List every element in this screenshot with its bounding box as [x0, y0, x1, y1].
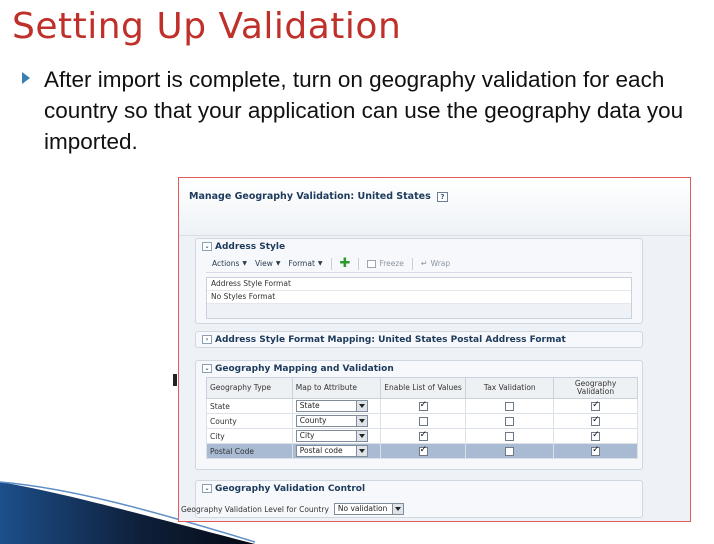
chevron-down-icon: ▼	[275, 260, 281, 267]
address-style-heading-text: Address Style	[215, 242, 286, 252]
freeze-label: Freeze	[379, 259, 404, 268]
collapse-icon[interactable]: ⌄	[202, 484, 212, 493]
geography-validation-checkbox[interactable]	[591, 432, 600, 441]
format-label: Format	[288, 259, 315, 268]
map-attribute-select[interactable]	[296, 400, 368, 412]
toolbar-divider	[358, 258, 359, 270]
chevron-down-icon	[392, 504, 403, 514]
validation-control-heading-text: Geography Validation Control	[215, 484, 366, 494]
list-item[interactable]: Address Style Format	[207, 278, 631, 291]
bullet-arrow-icon	[22, 72, 30, 84]
view-label: View	[255, 259, 273, 268]
mapping-validation-heading-text: Geography Mapping and Validation	[215, 364, 394, 374]
chevron-down-icon	[356, 401, 367, 411]
tax-validation-checkbox[interactable]	[505, 432, 514, 441]
mapping-table	[206, 377, 638, 459]
app-screenshot	[178, 177, 691, 522]
column-header[interactable]: Map to Attribute	[292, 378, 380, 399]
wrap-icon: ↵	[420, 259, 428, 268]
slide-title: Setting Up Validation	[12, 6, 402, 47]
column-header[interactable]: Geography Type	[207, 378, 293, 399]
geography-validation-cell	[554, 414, 638, 429]
list-item[interactable]: No Styles Format	[207, 291, 631, 304]
list-of-values-checkbox[interactable]	[419, 447, 428, 456]
chevron-down-icon	[356, 416, 367, 426]
geography-validation-cell	[554, 399, 638, 414]
help-icon[interactable]: ?	[437, 192, 448, 202]
table-row[interactable]	[207, 399, 638, 414]
map-attribute-cell	[292, 399, 380, 414]
wrap-label: Wrap	[430, 259, 451, 268]
validation-level-row	[181, 503, 404, 515]
chevron-down-icon	[356, 446, 367, 456]
validation-level-value: No validation	[337, 504, 388, 513]
validation-control-heading[interactable]	[196, 481, 642, 497]
format-menu[interactable]	[288, 259, 322, 268]
tax-validation-checkbox[interactable]	[505, 447, 514, 456]
view-menu[interactable]	[255, 259, 280, 268]
map-attribute-cell	[292, 444, 380, 459]
geography-type-cell: State	[207, 399, 293, 414]
map-attribute-select[interactable]	[296, 430, 368, 442]
table-row[interactable]	[207, 444, 638, 459]
bullet-point	[22, 64, 712, 157]
geography-validation-checkbox[interactable]	[591, 402, 600, 411]
collapse-icon[interactable]: ⌄	[202, 364, 212, 373]
page-header	[179, 178, 690, 236]
list-of-values-checkbox[interactable]	[419, 402, 428, 411]
wrap-button[interactable]	[421, 259, 450, 268]
list-of-values-cell	[380, 414, 466, 429]
address-style-panel	[195, 238, 643, 324]
map-attribute-cell	[292, 429, 380, 444]
page-title-text: Manage Geography Validation: United States	[189, 191, 431, 202]
column-header[interactable]: Tax Validation	[466, 378, 554, 399]
chevron-down-icon	[356, 431, 367, 441]
mapping-validation-panel	[195, 360, 643, 470]
freeze-button[interactable]	[367, 259, 403, 268]
address-style-list	[206, 277, 632, 319]
expand-icon[interactable]: ›	[202, 335, 212, 344]
toolbar-divider	[331, 258, 332, 270]
format-mapping-panel	[195, 331, 643, 348]
page-title	[189, 191, 448, 202]
column-header[interactable]: Geography Validation	[554, 378, 638, 399]
table-toolbar	[206, 255, 632, 273]
table-row[interactable]	[207, 414, 638, 429]
validation-level-label: Geography Validation Level for Country	[181, 504, 329, 514]
map-attribute-select[interactable]	[296, 445, 368, 457]
validation-level-select[interactable]	[334, 503, 404, 515]
edge-marker	[173, 374, 177, 386]
bullet-text: After import is complete, turn on geography validation for each country so that your application can use the geography data you imported.	[44, 67, 684, 154]
geography-validation-checkbox[interactable]	[591, 447, 600, 456]
address-style-heading[interactable]	[196, 239, 642, 255]
map-attribute-cell	[292, 414, 380, 429]
geography-validation-cell	[554, 444, 638, 459]
map-attribute-value: County	[299, 416, 327, 425]
toolbar-divider	[412, 258, 413, 270]
geography-validation-cell	[554, 429, 638, 444]
list-filler	[207, 304, 631, 318]
map-attribute-value: City	[299, 431, 315, 440]
add-row-button[interactable]: ✚	[339, 255, 351, 271]
collapse-icon[interactable]: ⌄	[202, 242, 212, 251]
mapping-validation-heading[interactable]	[196, 361, 642, 377]
tax-validation-cell	[466, 414, 554, 429]
tax-validation-cell	[466, 399, 554, 414]
tax-validation-checkbox[interactable]	[505, 402, 514, 411]
format-mapping-heading-text: Address Style Format Mapping: United States Postal Address Format	[215, 335, 566, 345]
geography-type-cell: County	[207, 414, 293, 429]
actions-menu[interactable]	[212, 259, 247, 268]
tax-validation-cell	[466, 444, 554, 459]
table-row[interactable]	[207, 429, 638, 444]
list-of-values-checkbox[interactable]	[419, 432, 428, 441]
geography-type-cell: Postal Code	[207, 444, 293, 459]
map-attribute-value: State	[299, 401, 320, 410]
list-of-values-cell	[380, 429, 466, 444]
tax-validation-cell	[466, 429, 554, 444]
list-of-values-cell	[380, 399, 466, 414]
list-of-values-cell	[380, 444, 466, 459]
list-of-values-checkbox[interactable]	[419, 417, 428, 426]
table-header-row	[207, 378, 638, 399]
freeze-icon	[367, 260, 376, 268]
geography-type-cell: City	[207, 429, 293, 444]
actions-label: Actions	[212, 259, 240, 268]
map-attribute-value: Postal code	[299, 446, 343, 455]
tax-validation-checkbox[interactable]	[505, 417, 514, 426]
chevron-down-icon: ▼	[242, 260, 248, 267]
geography-validation-checkbox[interactable]	[591, 417, 600, 426]
map-attribute-select[interactable]	[296, 415, 368, 427]
chevron-down-icon: ▼	[317, 260, 323, 267]
format-mapping-heading[interactable]	[196, 332, 642, 348]
column-header[interactable]: Enable List of Values	[380, 378, 466, 399]
